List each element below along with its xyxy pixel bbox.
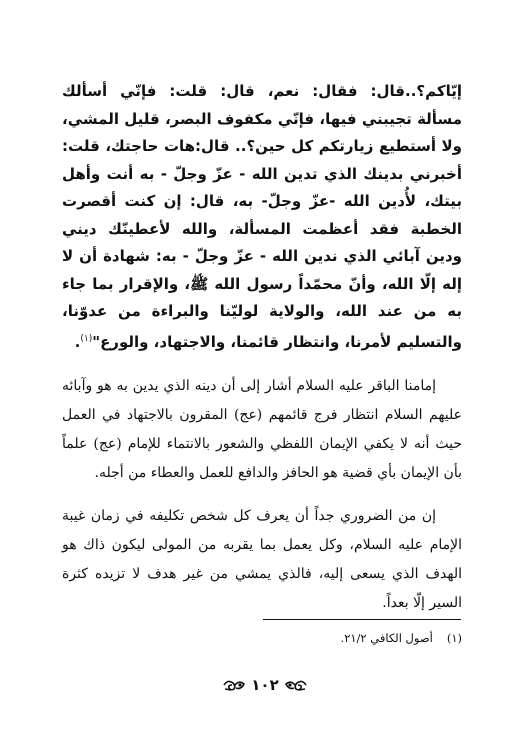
left-ornament-icon bbox=[223, 678, 245, 692]
hadith-quote bbox=[62, 78, 462, 356]
footnote-text: أصول الكافي ٢١/٢. bbox=[340, 631, 433, 645]
quote-text: إيّاكم؟..قال: فقال: نعم، قال: قلت: فإنّي أسألك مسألة تجيبني فيها، فإنّي مكفوف البصر، قليل المشي، ولا أستطيع زيارتكم كل حين؟.. قال:هات حاجتك، قلت: أخبرني بدينك الذي تدين الله - عزّ وجلّ - به أنت وأهل بيتك، لأُدين الله -عزّ وجلّ- به، قال: إن كنت أقصرت الخطبة فقد أعظمت المسألة، والله لأعطينّك ديني ودين آبائي الذي ندين الله - عزّ وجلّ - به: شهادة أن لا إله إلّا الله، وأنّ محمّداً رسول الله ﷺ، والإقرار بما جاء به من عند الله، والولاية لوليّنا والبراءة من عدوّنا، والتسليم لأمرنا، وانتظار قائمنا، والاجتهاد، والورع" bbox=[62, 82, 462, 351]
footnote-number: (١) bbox=[446, 631, 462, 645]
main-text-block bbox=[62, 78, 462, 618]
paragraph-2: إن من الضروري جداً أن يعرف كل شخص تكليفه في زمان غيبة الإمام عليه السلام، وكل يعمل بما يقربه من المولى ليكون ذاك هو الهدف الذي يسعى إليه، فالذي يمشي من غير هدف لا تزيده كثرة السير إلّا بعداً. bbox=[62, 508, 463, 611]
paragraph-1: إمامنا الباقر عليه السلام أشار إلى أن دينه الذي يدين به هو وآبائه عليهم السلام انتظار فرج قائمهم (عج) المقرون بالاجتهاد في العمل حيث أنه لا يكفي الإيمان اللفظي والشعور بالانتماء للإمام (عج) علماً بأن الإيمان بأي قضية هو الحافز والدافع للعمل والعطاء من أجله. bbox=[62, 378, 462, 481]
quote-end: . bbox=[74, 332, 81, 351]
footnote-divider bbox=[263, 619, 461, 620]
footnote-marker: (١) bbox=[80, 333, 93, 344]
right-ornament-icon bbox=[285, 678, 307, 692]
page-footer bbox=[200, 674, 330, 696]
footnote bbox=[62, 630, 462, 646]
page-number: ١٠٢ bbox=[251, 676, 279, 694]
